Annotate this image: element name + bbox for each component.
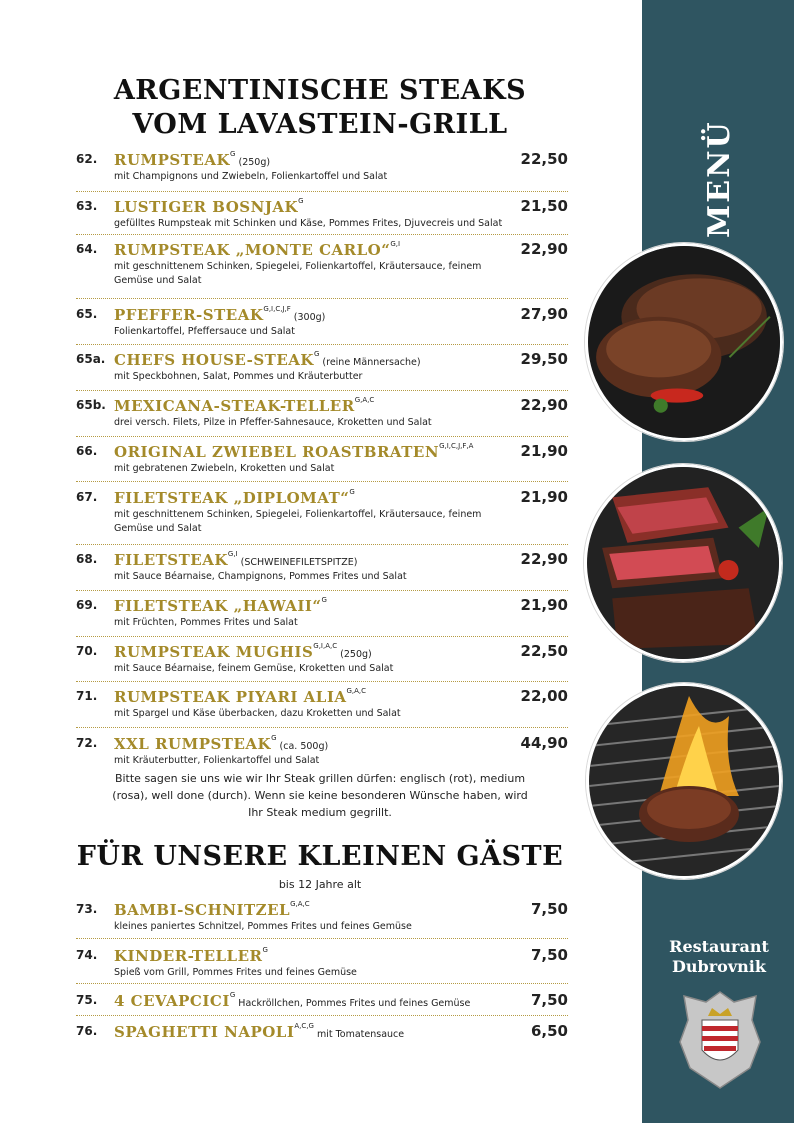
allergen-codes: A,C,G	[294, 1022, 314, 1030]
allergen-codes: G,I,C,J,F,A	[439, 442, 474, 450]
item-number: 65.	[76, 307, 98, 321]
item-name-line	[114, 642, 372, 661]
item-price: 21,50	[520, 197, 568, 215]
dotted-divider	[76, 938, 568, 939]
item-price: 21,90	[520, 488, 568, 506]
item-name: LUSTIGER BOSNJAK	[114, 198, 299, 216]
item-extra: (250g)	[337, 649, 372, 660]
item-name: XXL RUMPSTEAK	[114, 735, 272, 753]
item-name: 4 CEVAPCICI	[114, 992, 230, 1010]
item-description: mit Sauce Béarnaise, Champignons, Pommes Frites und Salat	[114, 571, 407, 582]
dotted-divider	[76, 344, 568, 345]
steak-photo-2	[584, 464, 782, 662]
item-name-line	[114, 687, 366, 706]
item-name: SPAGHETTI NAPOLI	[114, 1023, 295, 1041]
item-number: 63.	[76, 199, 98, 213]
item-name-line	[114, 1022, 404, 1041]
item-name-line	[114, 240, 400, 259]
item-name: CHEFS HOUSE-STEAK	[114, 351, 314, 369]
item-description: mit Spargel und Käse überbacken, dazu Kroketten und Salat	[114, 708, 401, 719]
item-price: 22,00	[520, 687, 568, 705]
dotted-divider	[76, 727, 568, 728]
item-name-line	[114, 900, 310, 919]
allergen-codes: G,I	[227, 550, 238, 558]
item-price: 22,90	[520, 550, 568, 568]
item-number: 67.	[76, 490, 98, 504]
item-number: 62.	[76, 152, 98, 166]
item-name-line	[114, 488, 355, 507]
dotted-divider	[76, 481, 568, 482]
steak-image-3	[589, 686, 779, 876]
item-number: 76.	[76, 1024, 98, 1038]
dotted-divider	[76, 983, 568, 984]
item-number: 74.	[76, 948, 98, 962]
item-name-line	[114, 350, 421, 369]
item-name-line	[114, 197, 304, 216]
steak-image-1	[588, 246, 780, 438]
allergen-codes: G	[321, 596, 327, 604]
item-number: 75.	[76, 993, 98, 1007]
dotted-divider	[76, 436, 568, 437]
item-extra: (250g)	[235, 157, 271, 168]
allergen-codes: G	[230, 150, 236, 158]
allergen-codes: G	[262, 946, 268, 954]
allergen-codes: G,I	[390, 240, 401, 248]
dotted-divider	[76, 544, 568, 545]
item-description: mit geschnittenem Schinken, Spiegelei, Folienkartoffel, Kräutersauce, feinem Gemüse und Salat	[114, 261, 482, 286]
item-price: 22,90	[520, 396, 568, 414]
item-name: PFEFFER-STEAK	[114, 306, 264, 324]
item-description: gefülltes Rumpsteak mit Schinken und Käse, Pommes Frites, Djuvecreis und Salat	[114, 218, 503, 229]
item-description: kleines paniertes Schnitzel, Pommes Frites und feines Gemüse	[114, 921, 412, 932]
dotted-divider	[76, 636, 568, 637]
dotted-divider	[76, 234, 568, 235]
item-price: 44,90	[520, 734, 568, 752]
item-number: 69.	[76, 598, 98, 612]
brand-line2: Dubrovnik	[672, 957, 766, 976]
allergen-codes: G,A,C	[354, 396, 375, 404]
item-name-line	[114, 734, 328, 753]
item-price: 6,50	[530, 1022, 568, 1040]
item-number: 70.	[76, 644, 98, 658]
item-price: 7,50	[530, 900, 568, 918]
section-subtitle-kids: bis 12 Jahre alt	[278, 878, 362, 891]
item-name-line	[114, 991, 470, 1010]
item-description: mit gebratenen Zwiebeln, Kroketten und Salat	[114, 463, 335, 474]
item-number: 73.	[76, 902, 98, 916]
item-name: FILETSTEAK „HAWAII“	[114, 597, 322, 615]
item-name: FILETSTEAK „DIPLOMAT“	[114, 489, 350, 507]
item-name: RUMPSTEAK „MONTE CARLO“	[114, 241, 391, 259]
dotted-divider	[76, 191, 568, 192]
item-description: drei versch. Filets, Pilze in Pfeffer-Sahnesauce, Kroketten und Salat	[114, 417, 432, 428]
steak-photo-3	[586, 683, 782, 879]
dotted-divider	[76, 1015, 568, 1016]
allergen-codes: G	[229, 991, 236, 999]
item-number: 65b.	[76, 398, 106, 412]
item-name-line	[114, 596, 327, 615]
item-number: 68.	[76, 552, 98, 566]
item-description: mit Champignons und Zwiebeln, Folienkartoffel und Salat	[114, 171, 388, 182]
item-extra: Hackröllchen, Pommes Frites und feines Gemüse	[235, 998, 471, 1009]
item-name-line	[114, 150, 270, 169]
item-name-line	[114, 305, 325, 324]
item-name-line	[114, 396, 374, 415]
item-description: Spieß vom Grill, Pommes Frites und feines Gemüse	[114, 967, 357, 978]
item-price: 29,50	[520, 350, 568, 368]
item-price: 22,50	[520, 150, 568, 168]
item-name: RUMPSTEAK PIYARI ALIA	[114, 688, 347, 706]
item-extra: mit Tomatensauce	[313, 1029, 405, 1040]
crest-icon	[676, 990, 764, 1090]
steak-image-2	[587, 467, 779, 659]
item-price: 27,90	[520, 305, 568, 323]
item-name: ORIGINAL ZWIEBEL ROASTBRATEN	[114, 443, 440, 461]
dotted-divider	[76, 590, 568, 591]
item-price: 21,90	[520, 442, 568, 460]
item-description: mit geschnittenem Schinken, Spiegelei, Folienkartoffel, Kräutersauce, feinem Gemüse und Salat	[114, 509, 482, 534]
item-description: mit Kräuterbutter, Folienkartoffel und Salat	[114, 755, 320, 766]
allergen-codes: G,A,C	[346, 687, 367, 695]
item-number: 65a.	[76, 352, 106, 366]
item-extra: (reine Männersache)	[319, 357, 421, 368]
allergen-codes: G	[298, 197, 304, 205]
item-name: MEXICANA-STEAK-TELLER	[114, 397, 355, 415]
item-name-line	[114, 946, 268, 965]
item-name: FILETSTEAK	[114, 551, 228, 569]
item-name: RUMPSTEAK	[114, 151, 231, 169]
allergen-codes: G,A,C	[290, 900, 310, 908]
menu-label	[690, 120, 794, 240]
section-title-kids: FÜR UNSERE KLEINEN GÄSTE	[76, 841, 564, 872]
item-description: mit Sauce Béarnaise, feinem Gemüse, Kroketten und Salat	[114, 663, 394, 674]
steak-photo-1	[585, 243, 783, 441]
grill-note: Bitte sagen sie uns wie wir Ihr Steak grillen dürfen: englisch (rot), medium (rosa), well done (durch). Wenn sie keine besonderen Wünsche haben, wird Ihr Steak medium gegrillt.	[112, 772, 528, 819]
section-title-line1: ARGENTINISCHE STEAKS	[113, 75, 527, 106]
restaurant-brand	[646, 937, 792, 977]
menu-label-text: MENÜ	[702, 120, 737, 238]
allergen-codes: G	[271, 734, 277, 742]
section-title-line2: VOM LAVASTEIN-GRILL	[132, 109, 508, 140]
item-extra: (ca. 500g)	[276, 741, 329, 752]
item-price: 22,50	[520, 642, 568, 660]
allergen-codes: G	[349, 488, 355, 496]
dotted-divider	[76, 681, 568, 682]
brand-line1: Restaurant	[669, 937, 769, 956]
item-name-line	[114, 442, 473, 461]
item-description: Folienkartoffel, Pfeffersauce und Salat	[114, 326, 295, 337]
allergen-codes: G,I,C,J,F	[263, 305, 291, 313]
dotted-divider	[76, 298, 568, 299]
section-title-steaks	[60, 74, 580, 142]
allergen-codes: G	[313, 350, 320, 358]
item-number: 64.	[76, 242, 98, 256]
item-name-line	[114, 550, 357, 569]
item-price: 22,90	[520, 240, 568, 258]
item-price: 21,90	[520, 596, 568, 614]
item-name: KINDER-TELLER	[114, 947, 263, 965]
item-extra: (300g)	[290, 312, 326, 323]
item-extra: (SCHWEINEFILETSPITZE)	[237, 557, 358, 568]
dotted-divider	[76, 390, 568, 391]
item-price: 7,50	[530, 946, 568, 964]
item-number: 71.	[76, 689, 98, 703]
item-name: BAMBI-SCHNITZEL	[114, 901, 291, 919]
item-description: mit Früchten, Pommes Frites und Salat	[114, 617, 298, 628]
item-number: 72.	[76, 736, 98, 750]
item-price: 7,50	[530, 991, 568, 1009]
item-number: 66.	[76, 444, 98, 458]
item-name: RUMPSTEAK MUGHIS	[114, 643, 314, 661]
allergen-codes: G,I,A,C	[313, 642, 338, 650]
item-description: mit Speckbohnen, Salat, Pommes und Kräuterbutter	[114, 371, 363, 382]
